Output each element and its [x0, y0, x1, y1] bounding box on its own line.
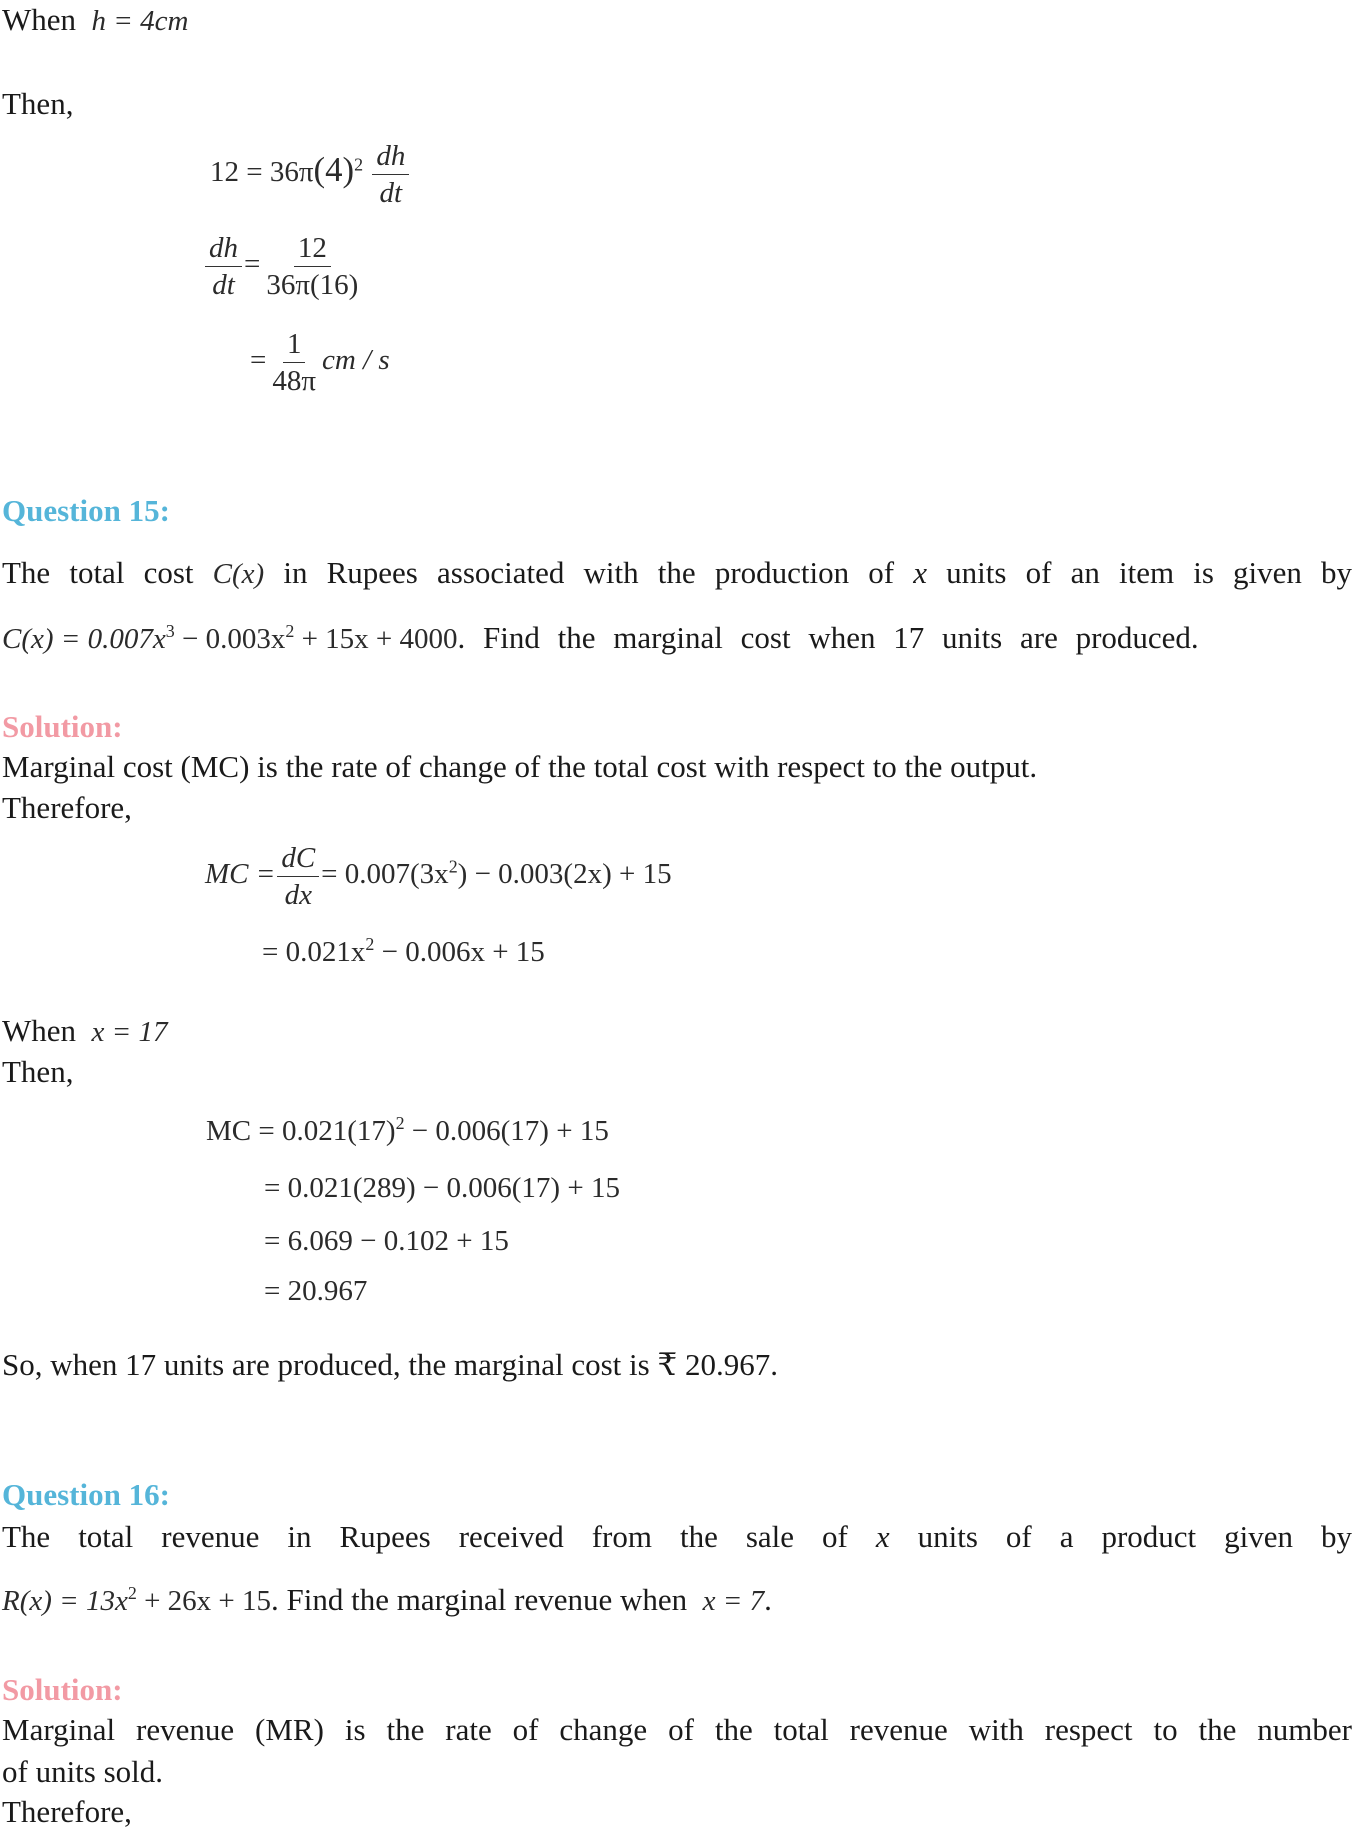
eq1-lhs: 12 = 36π: [210, 156, 314, 189]
expr: − 0.003x: [174, 623, 286, 655]
dh-dt-fraction-lhs: [205, 232, 242, 301]
x-condition: x = 7: [702, 1585, 765, 1617]
x-value-expr: x = 17: [91, 1016, 168, 1048]
cost-function-definition: [2, 623, 458, 655]
calc-line-3: = 6.069 − 0.102 + 15: [264, 1225, 509, 1257]
when-h-line: [2, 2, 188, 38]
expr: + 15x + 4000: [294, 623, 458, 655]
text: units of a product given by: [917, 1519, 1352, 1554]
question-15-heading: Question 15:: [2, 493, 170, 528]
frac-num: 1: [283, 328, 306, 363]
mc-simplified-eq: [262, 935, 545, 969]
text: units of an item is given by: [946, 555, 1353, 590]
expr: − 0.006(17) + 15: [404, 1115, 609, 1147]
dh-dt-fraction: [372, 140, 409, 209]
therefore-label: Therefore,: [2, 790, 132, 825]
then-label-1: Then,: [2, 86, 74, 121]
exp: 2: [365, 934, 375, 955]
unit: cm / s: [322, 344, 390, 377]
text: . Find the marginal revenue when: [271, 1582, 688, 1617]
text: The total revenue in Rupees received from the sale of: [2, 1519, 848, 1554]
frac-num: dh: [372, 140, 409, 175]
solution-15-heading: Solution:: [2, 709, 123, 744]
calc-line-4: = 20.967: [264, 1275, 368, 1307]
conclusion-15: So, when 17 units are produced, the marginal cost is ₹ 20.967.: [2, 1347, 778, 1382]
eq1-exp: 2: [354, 154, 364, 175]
expr: + 26x + 15: [136, 1585, 272, 1617]
exp: 2: [127, 1583, 137, 1604]
frac-den: 48π: [272, 365, 317, 397]
therefore-label-16: Therefore,: [2, 1794, 132, 1829]
expr: = 0.007(3x: [321, 858, 449, 891]
dc-dx-fraction: [277, 842, 319, 911]
text: in Rupees associated with the production of: [283, 555, 895, 590]
text: The total cost: [2, 555, 194, 590]
exp: 2: [395, 1113, 405, 1134]
when-label: When: [2, 2, 77, 37]
exp: 2: [285, 621, 295, 642]
expr: R(x) = 13x: [2, 1585, 128, 1617]
mc-derivative-eq: [205, 842, 672, 911]
equals-sign: =: [250, 344, 267, 377]
equals-sign: =: [244, 248, 261, 281]
expr: C(x) = 0.007x: [2, 623, 166, 655]
equation-rate-3: [250, 328, 390, 397]
var-x: x: [875, 1519, 890, 1554]
when-x-line: [2, 1013, 167, 1049]
solution-16-text-line2: of units sold.: [2, 1754, 164, 1789]
exp: 2: [448, 856, 458, 877]
mc-lhs: MC =: [205, 858, 276, 891]
equation-rate-1: [210, 140, 411, 209]
calc-line-1: [206, 1114, 609, 1148]
frac-den: dt: [212, 269, 235, 301]
calc-line-2: = 0.021(289) − 0.006(17) + 15: [264, 1172, 620, 1204]
frac-den: 36π(16): [266, 269, 359, 301]
rhs-fraction: [262, 232, 362, 301]
solution-16-text-line1: Marginal revenue (MR) is the rate of change of the total revenue with respect to the number: [2, 1712, 1352, 1747]
equation-rate-2: [203, 232, 364, 301]
frac-den: dx: [284, 879, 312, 911]
period: .: [764, 1582, 772, 1617]
frac-den: dt: [379, 177, 403, 209]
expr: MC = 0.021(17): [206, 1115, 396, 1147]
expr: − 0.006x + 15: [374, 936, 545, 968]
solution-16-heading: Solution:: [2, 1672, 123, 1707]
expr: = 0.021x: [262, 936, 366, 968]
question-16-heading: Question 16:: [2, 1477, 170, 1512]
expr: ) − 0.003(2x) + 15: [457, 858, 672, 891]
var-x: x: [913, 555, 928, 590]
frac-num: dh: [205, 232, 242, 267]
question-16-text-line1: [2, 1519, 1352, 1555]
then-label-2: Then,: [2, 1054, 74, 1089]
frac-num: 12: [294, 232, 331, 267]
solution-15-text: Marginal cost (MC) is the rate of change of the total cost with respect to the output.: [2, 749, 1038, 784]
eq1-paren: (4): [313, 150, 355, 190]
frac-num: dC: [277, 842, 319, 877]
result-fraction: [268, 328, 320, 397]
question-15-text-line1: [2, 555, 1352, 591]
exp: 3: [165, 621, 175, 642]
question-15-text-line2: [2, 620, 1352, 656]
when-label: When: [2, 1013, 77, 1048]
cost-function-expr: C(x): [212, 558, 265, 590]
h-value-expr: h = 4cm: [91, 5, 189, 37]
revenue-function-definition: [2, 1585, 271, 1617]
text: . Find the marginal cost when 17 units are produced.: [457, 620, 1199, 655]
question-16-text-line2: [2, 1582, 772, 1618]
